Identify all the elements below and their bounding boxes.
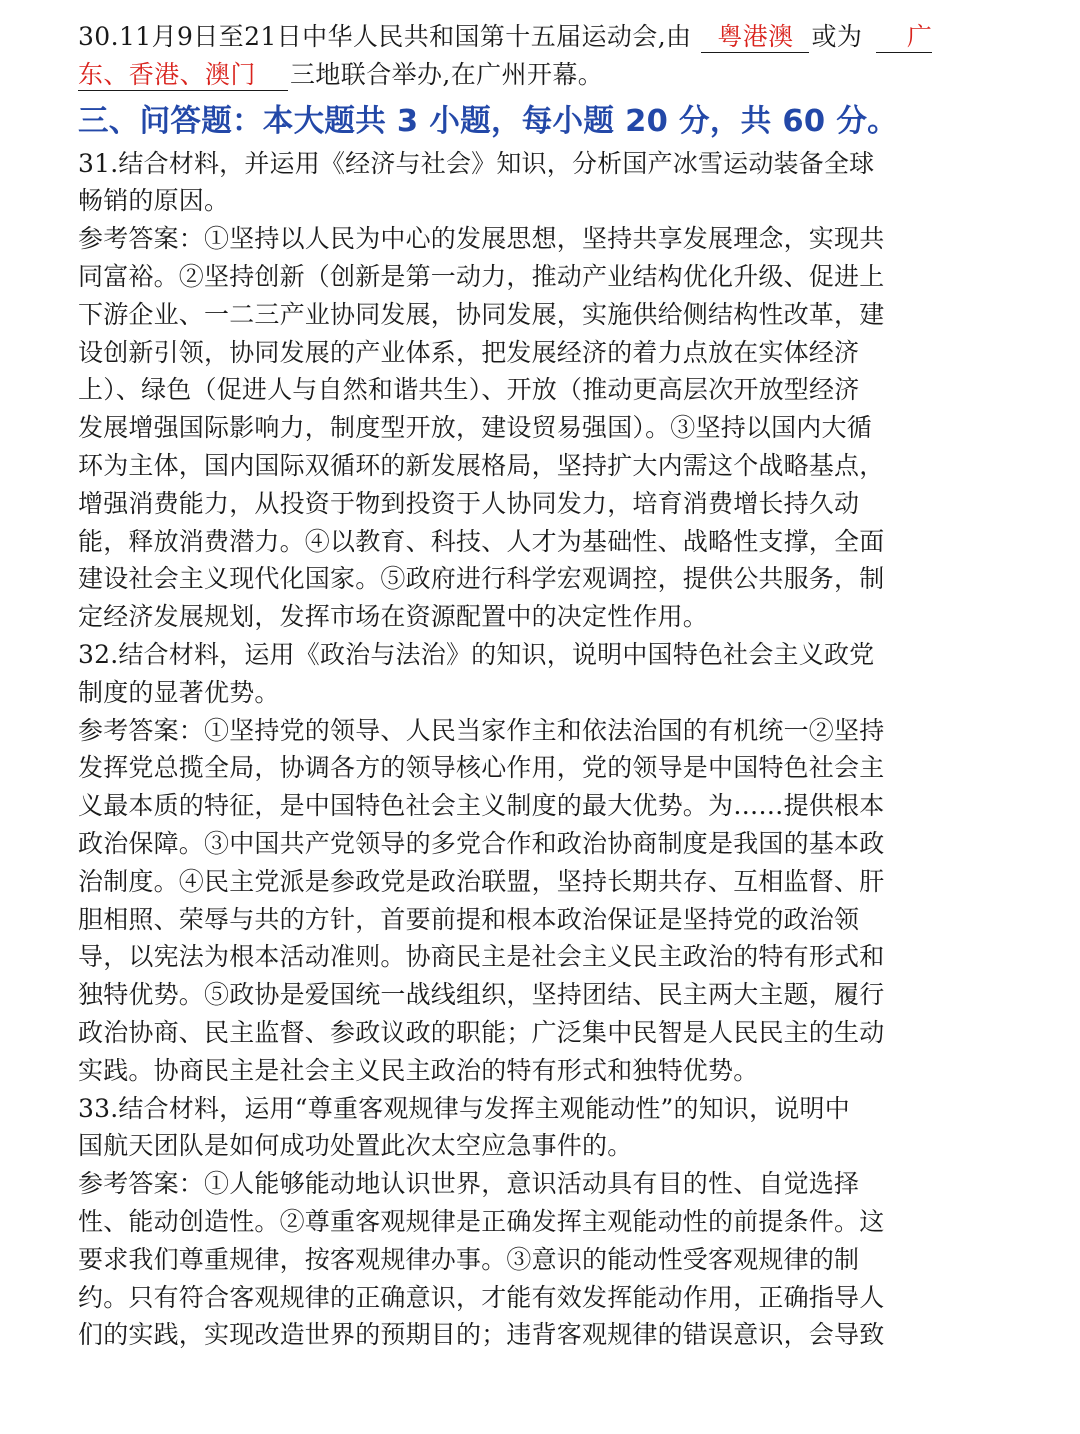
q30-line-2 <box>78 56 1010 94</box>
q32-line: 32.结合材料，运用《政治与法治》的知识，说明中国特色社会主义政党 <box>78 639 875 669</box>
q32-line: 独特优势。⑤政协是爱国统一战线组织，坚持团结、民主两大主题，履行 <box>78 980 885 1010</box>
q30-line-1 <box>78 18 1010 56</box>
q31-line: 上）、绿色（促进人与自然和谐共生）、开放（推动更高层次开放型经济 <box>78 375 860 405</box>
q30-text-2: 三地联合举办,在广州开幕。 <box>290 59 604 89</box>
q31-line: 能，释放消费潜力。④以教育、科技、人才为基础性、战略性支撑，全面 <box>78 526 885 556</box>
q32-line: 制度的显著优势。 <box>78 677 280 707</box>
q32-line: 参考答案：①坚持党的领导、人民当家作主和依法治国的有机统一②坚持 <box>78 715 885 745</box>
q30-answer-blank-2: 广 <box>876 22 932 53</box>
question-33 <box>78 1090 1010 1355</box>
q33-line: 约。只有符合客观规律的正确意识，才能有效发挥能动作用，正确指导人 <box>78 1282 885 1312</box>
q31-line: 环为主体，国内国际双循环的新发展格局，坚持扩大内需这个战略基点， <box>78 450 885 480</box>
q32-line: 实践。协商民主是社会主义民主政治的特有形式和独特优势。 <box>78 1055 759 1085</box>
q31-line: 设创新引领，协同发展的产业体系，把发展经济的着力点放在实体经济 <box>78 337 860 367</box>
q31-line: 31.结合材料，并运用《经济与社会》知识，分析国产冰雪运动装备全球 <box>78 148 875 178</box>
q33-line: 33.结合材料，运用“尊重客观规律与发挥主观能动性”的知识，说明中 <box>78 1093 850 1123</box>
q31-line: 建设社会主义现代化国家。⑤政府进行科学宏观调控，提供公共服务，制 <box>78 564 885 594</box>
q31-line: 畅销的原因。 <box>78 186 230 216</box>
q31-line: 发展增强国际影响力，制度型开放，建设贸易强国）。③坚持以国内大循 <box>78 413 872 443</box>
q33-line: 们的实践，实现改造世界的预期目的；违背客观规律的错误意识，会导致 <box>78 1320 885 1350</box>
q30-answer-blank-3: 东、香港、澳门 <box>78 60 288 91</box>
q32-line: 治制度。④民主党派是参政党是政治联盟，坚持长期共存、互相监督、肝 <box>78 866 885 896</box>
q33-line: 性、能动创造性。②尊重客观规律是正确发挥主观能动性的前提条件。这 <box>78 1206 885 1236</box>
q33-line: 参考答案：①人能够能动地认识世界，意识活动具有目的性、自觉选择 <box>78 1169 860 1199</box>
q32-line: 政治协商、民主监督、参政议政的职能；广泛集中民智是人民民主的生动 <box>78 1017 885 1047</box>
q32-line: 政治保障。③中国共产党领导的多党合作和政治协商制度是我国的基本政 <box>78 828 885 858</box>
q31-line: 增强消费能力，从投资于物到投资于人协同发力，培育消费增长持久动 <box>78 488 860 518</box>
question-31 <box>78 145 1010 636</box>
q33-line: 要求我们尊重规律，按客观规律办事。③意识的能动性受客观规律的制 <box>78 1244 860 1274</box>
q30-text-mid: 或为 <box>811 22 863 51</box>
section-heading: 三、问答题：本大题共 3 小题，每小题 20 分，共 60 分。 <box>78 103 898 139</box>
q32-line: 胆相照、荣辱与共的方针，首要前提和根本政治保证是坚持党的政治领 <box>78 904 860 934</box>
q30-text-1: 30.11月9日至21日中华人民共和国第十五届运动会,由 <box>78 22 692 51</box>
question-32 <box>78 636 1010 1090</box>
q33-line: 国航天团队是如何成功处置此次太空应急事件的。 <box>78 1131 633 1161</box>
q31-line: 同富裕。②坚持创新（创新是第一动力，推动产业结构优化升级、促进上 <box>78 261 885 291</box>
q32-line: 导，以宪法为根本活动准则。协商民主是社会主义民主政治的特有形式和 <box>78 942 885 972</box>
q31-line: 参考答案：①坚持以人民为中心的发展思想，坚持共享发展理念，实现共 <box>78 224 885 254</box>
q32-line: 发挥党总揽全局，协调各方的领导核心作用，党的领导是中国特色社会主 <box>78 753 885 783</box>
q31-line: 下游企业、一二三产业协同发展，协同发展，实施供给侧结构性改革，建 <box>78 299 885 329</box>
q32-line: 义最本质的特征，是中国特色社会主义制度的最大优势。为……提供根本 <box>78 791 885 821</box>
q30-answer-blank-1: 粤港澳 <box>701 22 809 53</box>
q31-line: 定经济发展规划，发挥市场在资源配置中的决定性作用。 <box>78 602 709 632</box>
